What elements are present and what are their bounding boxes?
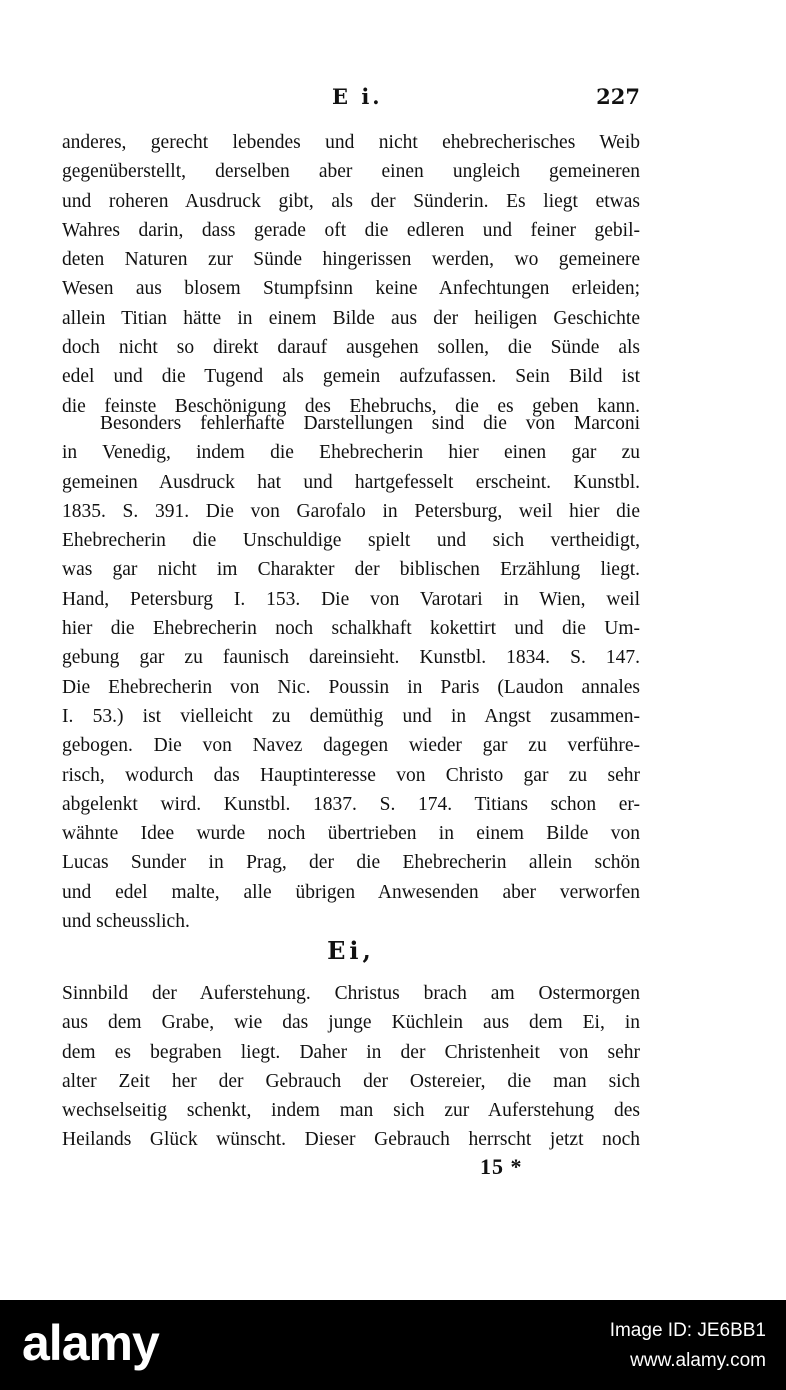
running-header — [62, 84, 640, 114]
text-line: doch nicht so direkt darauf ausgehen sollen, die Sünde als — [62, 337, 640, 359]
text-line: und roheren Ausdruck gibt, als der Sünderin. Es liegt etwas — [62, 190, 640, 212]
running-head-catchword: E i. — [332, 84, 383, 109]
text-line: und scheusslich. — [62, 911, 190, 933]
text-line: die feinste Beschönigung des Ehebruchs, die es geben kann. — [62, 395, 640, 417]
text-line: Ehebrecherin die Unschuldige spielt und sich vertheidigt, — [62, 530, 640, 552]
text-line: gebung gar zu faunisch dareinsieht. Kunstbl. 1834. S. 147. — [62, 647, 640, 669]
page-number: 227 — [596, 84, 640, 109]
text-line: gemeinen Ausdruck hat und hartgefesselt erscheint. Kunstbl. — [62, 471, 640, 493]
text-line: abgelenkt wird. Kunstbl. 1837. S. 174. Titians schon er- — [62, 793, 640, 815]
text-line: dem es begraben liegt. Daher in der Christenheit von sehr — [62, 1041, 640, 1063]
text-line: Besonders fehlerhafte Darstellungen sind die von Marconi — [100, 413, 640, 434]
text-line: edel und die Tugend als gemein aufzufassen. Sein Bild ist — [62, 366, 640, 388]
text-line: wechselseitig schenkt, indem man sich zur Auferstehung des — [62, 1100, 640, 1122]
text-line: alter Zeit her der Gebrauch der Ostereier, die man sich — [62, 1070, 640, 1092]
entry-heading: Ei, — [327, 936, 375, 965]
text-line: gegenüberstellt, derselben aber einen ungleich gemeineren — [62, 161, 640, 183]
text-line: Wesen aus blosem Stumpfsinn keine Anfechtungen erleiden; — [62, 278, 640, 300]
text-line: hier die Ehebrecherin noch schalkhaft kokettirt und die Um- — [62, 618, 640, 640]
text-line: allein Titian hätte in einem Bilde aus der heiligen Geschichte — [62, 307, 640, 329]
paragraph-ei-entry — [62, 979, 640, 1155]
site-url: www.alamy.com — [630, 1350, 766, 1371]
paragraph-faulty-depictions — [62, 409, 640, 936]
text-line: wähnte Idee wurde noch übertrieben in einem Bilde von — [62, 823, 640, 845]
text-line: risch, wodurch das Hauptinteresse von Christo gar zu sehr — [62, 764, 640, 786]
text-line: I. 53.) ist vielleicht zu demüthig und in Angst zusammen- — [62, 705, 640, 727]
text-line: 1835. S. 391. Die von Garofalo in Petersburg, weil hier die — [62, 500, 640, 522]
text-line: in Venedig, indem die Ehebrecherin hier einen gar zu — [62, 442, 640, 464]
text-line: gebogen. Die von Navez dagegen wieder gar zu verführe- — [62, 735, 640, 757]
text-line: Lucas Sunder in Prag, der die Ehebrecherin allein schön — [62, 852, 640, 874]
text-line: Sinnbild der Auferstehung. Christus brach am Ostermorgen — [62, 983, 640, 1004]
image-id-label: Image ID: JE6BB1 — [609, 1320, 766, 1341]
text-line: Heilands Glück wünscht. Dieser Gebrauch herrscht jetzt noch — [62, 1129, 640, 1151]
text-line: Die Ehebrecherin von Nic. Poussin in Paris (Laudon annales — [62, 676, 640, 698]
text-line: aus dem Grabe, wie das junge Küchlein aus dem Ei, in — [62, 1012, 640, 1034]
text-line: was gar nicht im Charakter der biblischen Erzählung liegt. — [62, 559, 640, 581]
brand-logo: alamy — [22, 1315, 159, 1371]
text-line: und edel malte, alle übrigen Anwesenden aber verworfen — [62, 881, 640, 903]
text-line: deten Naturen zur Sünde hingerissen werden, wo gemeinere — [62, 249, 640, 271]
signature-mark: 15 * — [480, 1154, 523, 1179]
text-line: anderes, gerecht lebendes und nicht ehebrecherisches Weib — [62, 132, 640, 153]
text-line: Wahres darin, dass gerade oft die edleren und feiner gebil- — [62, 219, 640, 241]
paragraph-continued — [62, 128, 640, 421]
watermark-banner — [0, 1300, 786, 1390]
text-line: Hand, Petersburg I. 153. Die von Varotari in Wien, weil — [62, 588, 640, 610]
